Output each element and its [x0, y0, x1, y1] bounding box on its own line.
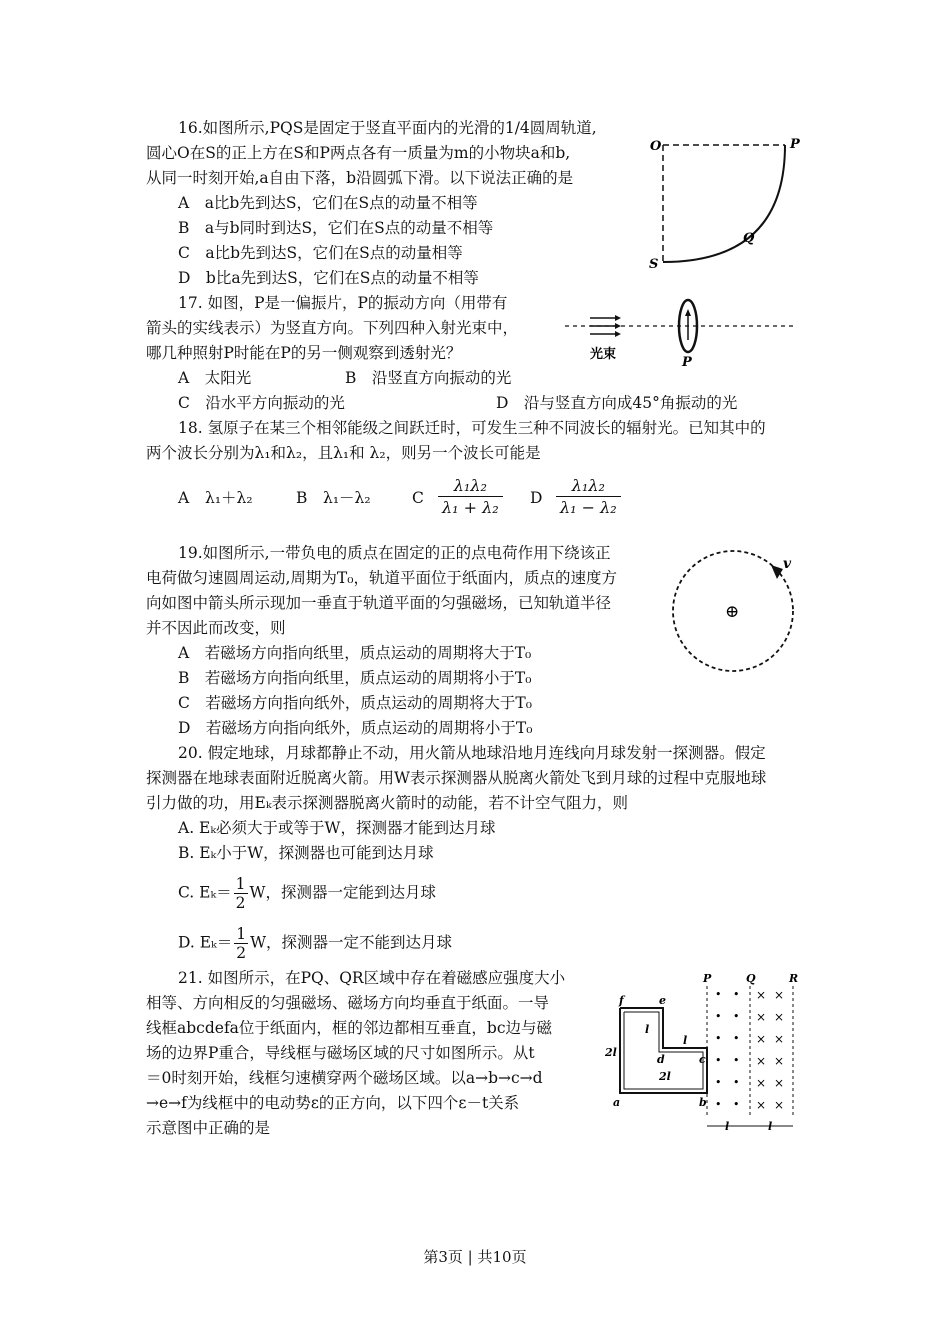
q21-cross: × [774, 1076, 785, 1090]
q16-label-q: Q [743, 231, 755, 246]
q21-dot: • [715, 1098, 722, 1111]
q21-label-l-mid: l [683, 1034, 688, 1047]
q16-option-c: C a比b先到达S，它们在S点的动量相等 [178, 244, 463, 262]
q21-cross: × [756, 1054, 767, 1068]
q18-option-d-denominator: λ₁ − λ₂ [560, 498, 617, 517]
q19-option-a: A 若磁场方向指向纸里，质点运动的周期将大于T₀ [178, 644, 532, 662]
q21-cross: × [774, 1010, 785, 1024]
q21-label-f: f [619, 994, 624, 1007]
q20-option-d [178, 925, 452, 962]
q16-figure [645, 130, 810, 275]
q19-positive-charge: ⊕ [725, 602, 740, 622]
q21-line-7: 示意图中正确的是 [146, 1119, 271, 1137]
q21-label-l-bottom-2: l [768, 1120, 773, 1133]
q21-label-c: c [699, 1053, 706, 1066]
q18-line-2: 两个波长分别为λ₁和λ₂，且λ₁和 λ₂，则另一个波长可能是 [146, 444, 541, 462]
q17-label-beam: 光束 [590, 347, 617, 362]
q21-cross: × [774, 1054, 785, 1068]
q21-dot: • [733, 988, 740, 1001]
page-footer: 第3页 | 共10页 [423, 1248, 527, 1266]
q17-option-a: A 太阳光 [178, 369, 252, 387]
q17-figure [560, 290, 800, 370]
q18-option-c-numerator: λ₁λ₂ [438, 476, 503, 497]
q18-option-b-expr: λ₁－λ₂ [323, 489, 371, 507]
q20-line-3: 引力做的功，用Eₖ表示探测器脱离火箭时的动能，若不计空气阻力，则 [146, 794, 628, 812]
q17-option-c: C 沿水平方向振动的光 [178, 394, 345, 412]
q21-line-6: →e→f为线框中的电动势ε的正方向，以下四个ε－t关系 [146, 1094, 520, 1112]
q20-option-d-denominator: 2 [236, 944, 247, 962]
q21-figure [605, 968, 805, 1138]
q21-line-3: 线框abcdefa位于纸面内，框的邻边都相互垂直，bc边与磁 [146, 1019, 553, 1037]
q21-label-b: b [699, 1096, 707, 1109]
q18-line-1: 18. 氢原子在某三个相邻能级之间跃迁时，可发生三种不同波长的辐射光。已知其中的 [178, 419, 766, 437]
q16-line-2: 圆心O在S的正上方在S和P两点各有一质量为m的小物块a和b, [146, 144, 571, 162]
q19-velocity-arrow [771, 565, 783, 579]
q18-option-c-fraction [438, 476, 503, 517]
q20-line-1: 20. 假定地球，月球都静止不动，用火箭从地球沿地月连线向月球发射一探测器。假定 [178, 744, 766, 762]
q16-option-a: A a比b先到达S，它们在S点的动量不相等 [178, 194, 478, 212]
q21-cross: × [756, 1032, 767, 1046]
q18-option-d-label: D [530, 489, 543, 507]
q21-dot: • [733, 1010, 740, 1023]
q17-option-b: B 沿竖直方向振动的光 [345, 369, 512, 387]
q21-field-out [715, 988, 740, 1111]
q19-figure [665, 545, 810, 680]
q21-line-4: 场的边界P重合，导线框与磁场区域的尺寸如图所示。从t [146, 1044, 535, 1062]
q18-option-a-expr: λ₁＋λ₂ [205, 489, 253, 507]
q21-label-l-top: l [645, 1023, 650, 1036]
q17-vibration-arrow [685, 309, 691, 316]
q16-arc-track [663, 145, 785, 262]
q20-line-2: 探测器在地球表面附近脱离火箭。用W表示探测器从脱离火箭处飞到月球的过程中克服地球 [146, 769, 767, 787]
q20-option-d-pre: D. Eₖ＝ [178, 933, 233, 952]
q21-line-2: 相等、方向相反的匀强磁场、磁场方向均垂直于纸面。一导 [146, 994, 550, 1012]
q19-line-1: 19.如图所示,一带负电的质点在固定的正的点电荷作用下绕该正 [178, 544, 611, 562]
q16-label-o: O [650, 139, 662, 154]
q16-option-d: D b比a先到达S，它们在S点的动量不相等 [178, 269, 479, 287]
q21-label-l-bottom-1: l [725, 1120, 730, 1133]
q18-option-a-label: A [178, 489, 190, 507]
q17-option-d: D 沿与竖直方向成45°角振动的光 [496, 394, 738, 412]
q18-option-c-label: C [412, 489, 424, 507]
q16-line-3: 从同一时刻开始,a自由下落，b沿圆弧下滑。以下说法正确的是 [146, 169, 574, 187]
q21-dot: • [715, 1010, 722, 1023]
q19-label-v: v [783, 556, 792, 572]
q21-dot: • [733, 1032, 740, 1045]
q20-option-d-numerator: 1 [236, 925, 247, 943]
q21-label-2l-left: 2l [605, 1046, 617, 1059]
q21-label-r: R [789, 972, 799, 985]
q20-option-c-post: W，探测器一定能到达月球 [249, 883, 436, 902]
q21-line-5: ＝0时刻开始，线框匀速横穿两个磁场区域。以a→b→c→d [146, 1069, 543, 1087]
q19-option-d: D 若磁场方向指向纸外，质点运动的周期将小于T₀ [178, 719, 533, 737]
q19-line-4: 并不因此而改变，则 [146, 619, 286, 637]
q20-option-c [178, 875, 436, 912]
q16-label-s: S [649, 257, 659, 272]
q21-dot: • [715, 1076, 722, 1089]
q21-label-q: Q [746, 972, 756, 985]
q18-option-d-numerator: λ₁λ₂ [556, 476, 621, 497]
q20-option-c-fraction [234, 875, 248, 912]
q21-label-p: P [703, 972, 712, 985]
q21-cross: × [774, 988, 785, 1002]
q18-option-d-fraction [556, 476, 621, 517]
q21-cross: × [774, 1032, 785, 1046]
q20-option-d-post: W，探测器一定不能到达月球 [250, 933, 453, 952]
q20-option-a: A. Eₖ必须大于或等于W，探测器才能到达月球 [178, 819, 496, 837]
q21-dot: • [733, 1076, 740, 1089]
q19-line-2: 电荷做匀速圆周运动,周期为T₀，轨道平面位于纸面内，质点的速度方 [146, 569, 617, 587]
q16-line-1: 16.如图所示,PQS是固定于竖直平面内的光滑的1/4圆周轨道, [178, 119, 597, 137]
q21-cross: × [756, 1076, 767, 1090]
q20-option-c-denominator: 2 [235, 894, 246, 912]
q20-option-d-fraction [234, 925, 248, 962]
q19-option-b: B 若磁场方向指向纸里，质点运动的周期将小于T₀ [178, 669, 532, 687]
q21-cross: × [756, 1010, 767, 1024]
q21-label-e: e [659, 994, 666, 1007]
q17-beam-arrows [590, 315, 621, 337]
q19-option-c: C 若磁场方向指向纸外，质点运动的周期将大于T₀ [178, 694, 532, 712]
q21-cross: × [756, 988, 767, 1002]
q21-dot: • [715, 1032, 722, 1045]
q18-option-b-label: B [296, 489, 308, 507]
q20-option-b: B. Eₖ小于W，探测器也可能到达月球 [178, 844, 434, 862]
q16-option-b: B a与b同时到达S，它们在S点的动量不相等 [178, 219, 494, 237]
q20-option-c-pre: C. Eₖ＝ [178, 883, 232, 902]
q21-label-2l-bottom: 2l [659, 1070, 671, 1083]
q21-field-in [756, 988, 784, 1112]
q21-line-1: 21. 如图所示，在PQ、QR区域中存在着磁感应强度大小 [178, 969, 566, 987]
q18-option-c-denominator: λ₁ + λ₂ [442, 498, 499, 517]
q21-label-a: a [613, 1096, 621, 1109]
q21-dot: • [715, 1054, 722, 1067]
q17-label-p: P [682, 355, 692, 370]
q17-line-2: 箭头的实线表示）为竖直方向。下列四种入射光束中， [146, 319, 519, 337]
q21-cross: × [756, 1098, 767, 1112]
q20-option-c-numerator: 1 [235, 875, 246, 893]
q21-dot: • [715, 988, 722, 1001]
q17-line-3: 哪几种照射P时能在P的另一侧观察到透射光？ [146, 344, 462, 362]
q17-line-1: 17. 如图，P是一偏振片，P的振动方向（用带有 [178, 294, 508, 312]
q21-dot: • [733, 1054, 740, 1067]
q21-cross: × [774, 1098, 785, 1112]
q16-label-p: P [790, 137, 800, 152]
q19-line-3: 向如图中箭头所示现加一垂直于轨道平面的匀强磁场，已知轨道半径 [146, 594, 612, 612]
q21-label-d: d [657, 1053, 665, 1066]
q21-dot: • [733, 1098, 740, 1111]
